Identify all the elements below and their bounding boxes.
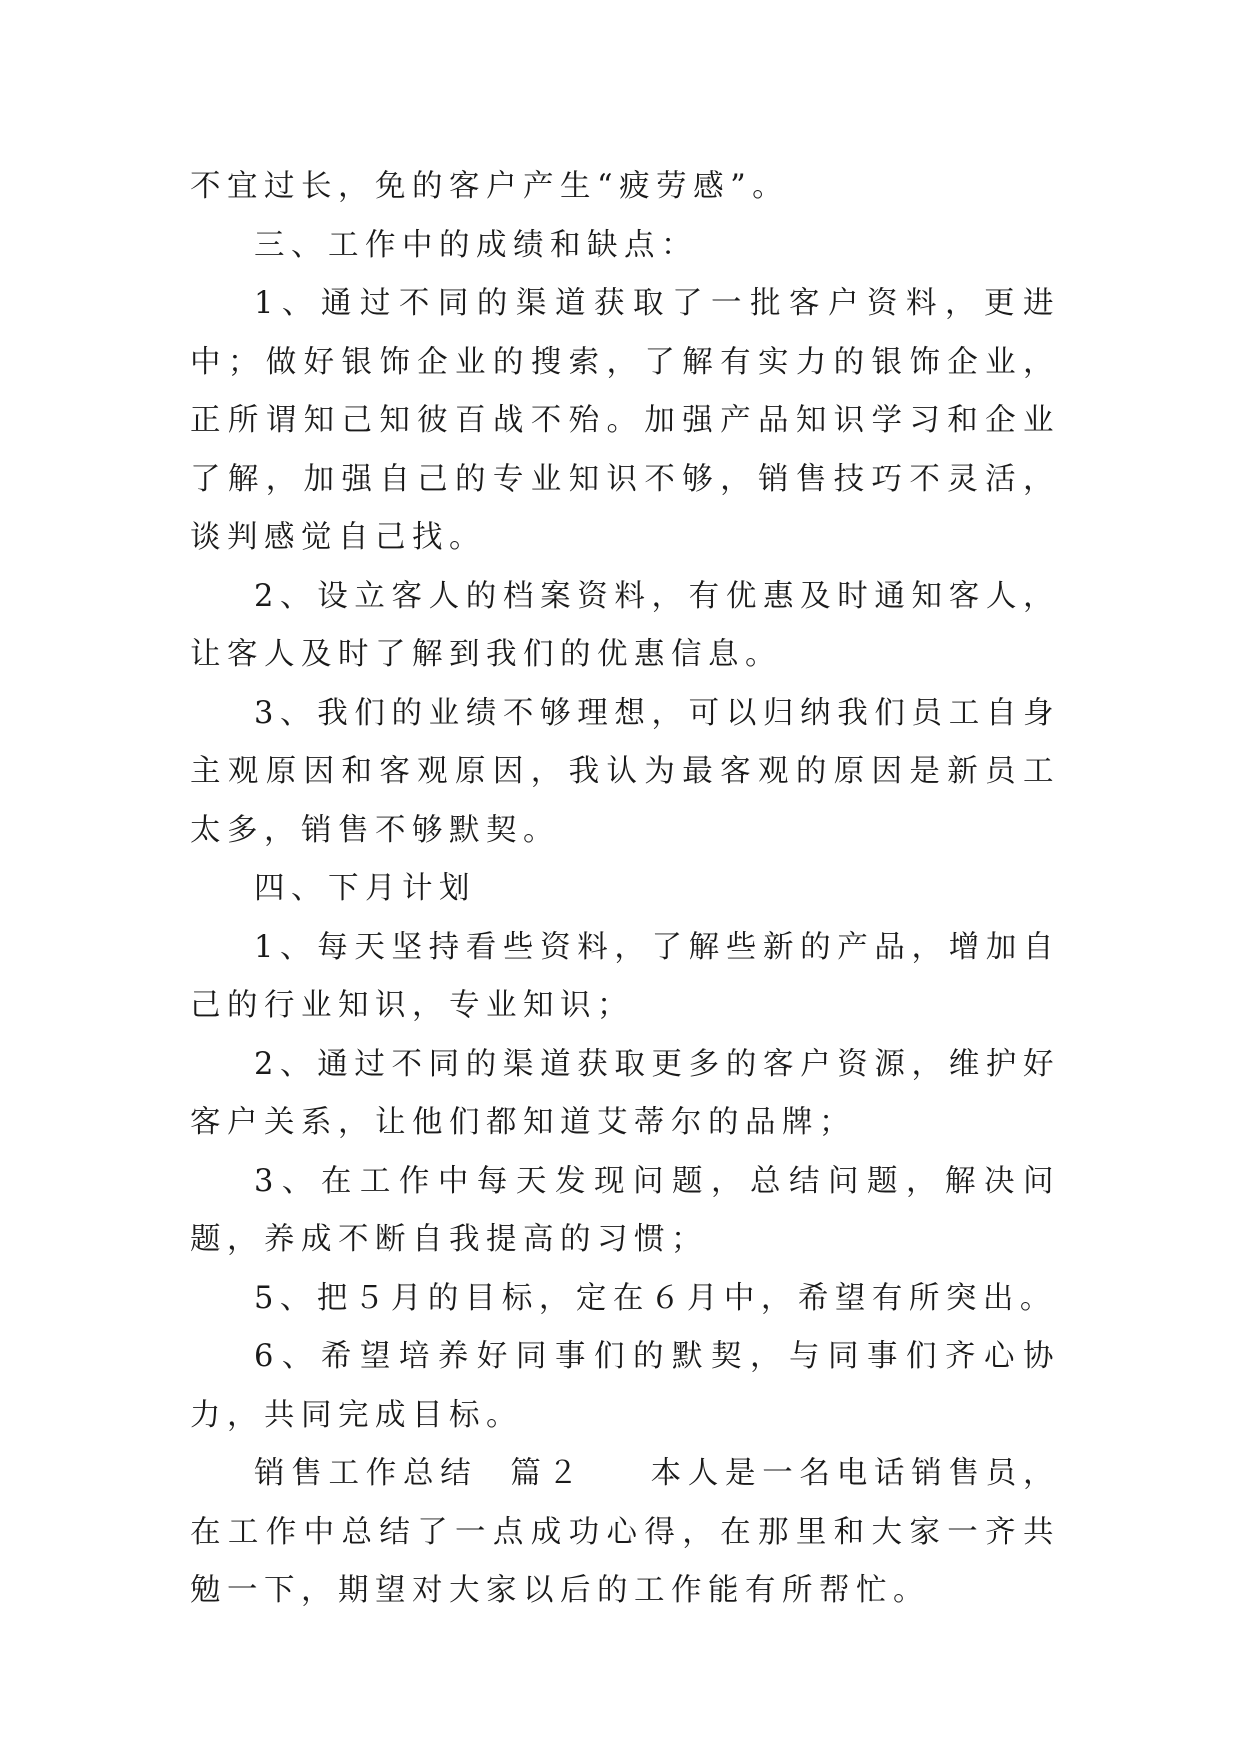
section-heading-achievements: 三、工作中的成绩和缺点： xyxy=(254,227,698,263)
paragraph-item: 1、通过不同的渠道获取了一批客户资料，更进中；做好银饰企业的搜索，了解有实力的银饰企业，正所谓知己知彼百战不殆。加强产品知识学习和企业了解，加强自己的专业知识不够，销售技巧不灵活，谈判感觉自己找。 xyxy=(190,286,1060,555)
paragraph-item: 1、每天坚持看些资料，了解些新的产品，增加自己的行业知识，专业知识； xyxy=(190,929,1060,1023)
paragraph-continuation: 不宜过长，免的客户产生“疲劳感”。 xyxy=(190,169,790,204)
paragraph-item: 6、希望培养好同事们的默契，与同事们齐心协力，共同完成目标。 xyxy=(190,1339,1060,1433)
paragraph-item: 3、在工作中每天发现问题，总结问题，解决问题，养成不断自我提高的习惯； xyxy=(190,1163,1060,1257)
paragraph-item: 2、设立客人的档案资料，有优惠及时通知客人，让客人及时了解到我们的优惠信息。 xyxy=(190,578,1060,672)
paragraph-section-two-intro: 销售工作总结 篇２ 本人是一名电话销售员，在工作中总结了一点成功心得，在那里和大家一齐共勉一下，期望对大家以后的工作能有所帮忙。 xyxy=(190,1456,1060,1608)
document-body xyxy=(190,158,1060,1621)
section-heading-next-month-plan: 四、下月计划 xyxy=(254,871,476,906)
paragraph-item: 5、把５月的目标，定在６月中，希望有所突出。 xyxy=(254,1280,1057,1316)
paragraph-item: 3、我们的业绩不够理想，可以归纳我们员工自身主观原因和客观原因，我认为最客观的原因是新员工太多，销售不够默契。 xyxy=(190,695,1060,848)
paragraph-item: 2、通过不同的渠道获取更多的客户资源，维护好客户关系，让他们都知道艾蒂尔的品牌； xyxy=(190,1046,1060,1140)
